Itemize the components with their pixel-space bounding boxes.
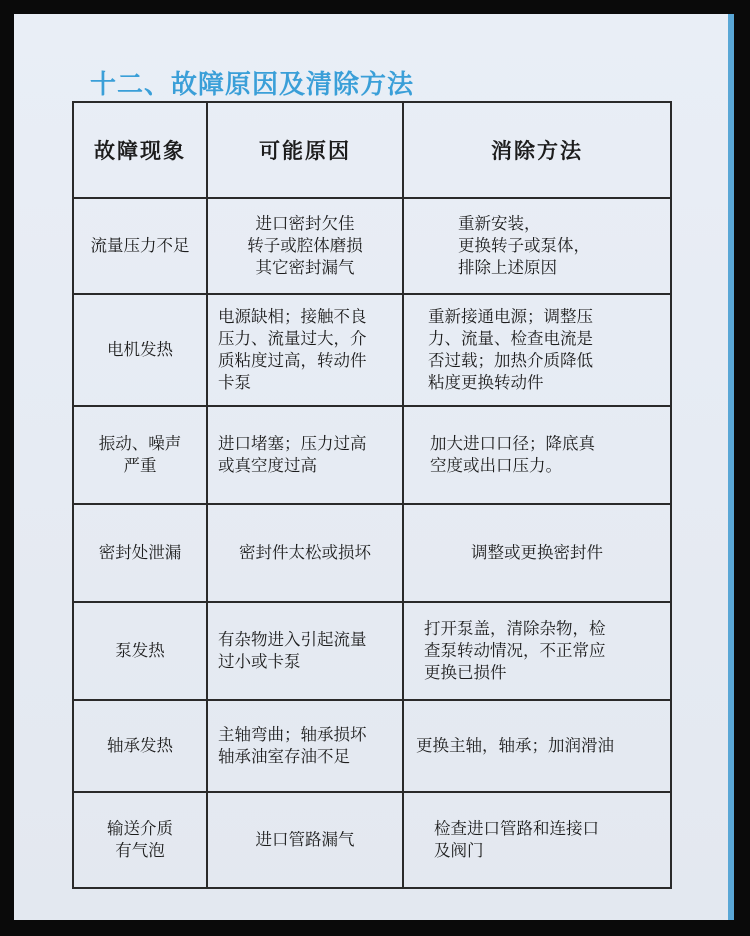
fix-cell: 重新安装， 更换转子或泵体， 排除上述原因: [403, 198, 671, 294]
fix-cell: 调整或更换密封件: [403, 504, 671, 602]
cause-cell: 电源缺相；接触不良 压力、流量过大，介 质粘度过高，转动件 卡泵: [207, 294, 403, 406]
table-row: [73, 198, 671, 294]
table-row: [73, 406, 671, 504]
fix-cell: 加大进口口径；降底真 空度或出口压力。: [403, 406, 671, 504]
symptom-cell: 电机发热: [73, 294, 207, 406]
fault-table: [72, 101, 672, 889]
table-row: [73, 792, 671, 888]
fix-cell: 检查进口管路和连接口 及阀门: [403, 792, 671, 888]
header-fix: 消除方法: [403, 102, 671, 198]
header-symptom: 故障现象: [73, 102, 207, 198]
cause-cell: 主轴弯曲；轴承损坏 轴承油室存油不足: [207, 700, 403, 792]
table-row: [73, 294, 671, 406]
fix-cell: 更换主轴，轴承；加润滑油: [403, 700, 671, 792]
symptom-cell: 泵发热: [73, 602, 207, 700]
header-cause: 可能原因: [207, 102, 403, 198]
table-row: [73, 602, 671, 700]
symptom-cell: 振动、噪声 严重: [73, 406, 207, 504]
symptom-cell: 输送介质 有气泡: [73, 792, 207, 888]
table-row: [73, 700, 671, 792]
table-row: [73, 504, 671, 602]
fix-cell: 重新接通电源；调整压 力、流量、检查电流是 否过载；加热介质降低 粘度更换转动件: [403, 294, 671, 406]
table-header-row: [73, 102, 671, 198]
symptom-cell: 流量压力不足: [73, 198, 207, 294]
symptom-cell: 密封处泄漏: [73, 504, 207, 602]
cause-cell: 有杂物进入引起流量 过小或卡泵: [207, 602, 403, 700]
cause-cell: 进口管路漏气: [207, 792, 403, 888]
fix-cell: 打开泵盖，清除杂物，检 查泵转动情况，不正常应 更换已损件: [403, 602, 671, 700]
cause-cell: 进口密封欠佳 转子或腔体磨损 其它密封漏气: [207, 198, 403, 294]
cause-cell: 进口堵塞；压力过高 或真空度过高: [207, 406, 403, 504]
section-title: 十二、故障原因及清除方法: [90, 70, 415, 100]
symptom-cell: 轴承发热: [73, 700, 207, 792]
cause-cell: 密封件太松或损坏: [207, 504, 403, 602]
